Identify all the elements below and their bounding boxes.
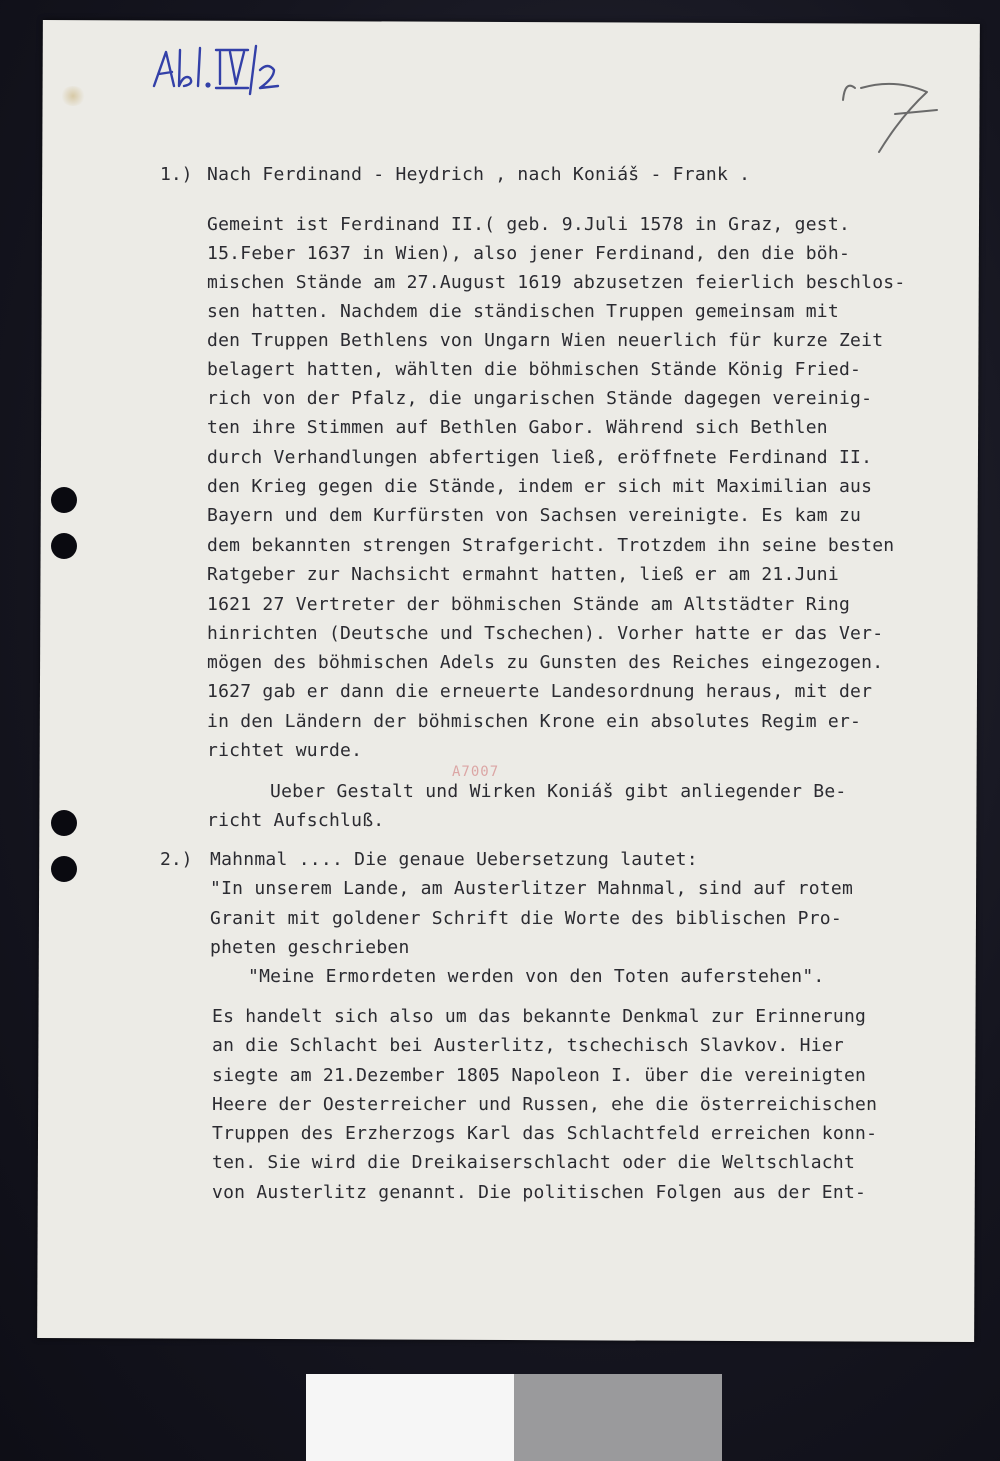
text-line: mischen Stände am 27.August 1619 abzusetzen feierlich beschlos- xyxy=(207,272,906,293)
punch-hole xyxy=(51,810,77,836)
text-line: Es handelt sich also um das bekannte Denkmal zur Erinnerung xyxy=(212,1006,867,1027)
text-line: den Krieg gegen die Stände, indem er sich mit Maximilian aus xyxy=(207,476,873,497)
text-line: an die Schlacht bei Austerlitz, tschechisch Slavkov. Hier xyxy=(212,1035,844,1056)
text-line: Heere der Oesterreicher und Russen, ehe die österreichischen xyxy=(212,1094,878,1115)
text-line: Bayern und dem Kurfürsten von Sachsen vereinigte. Es kam zu xyxy=(207,505,862,526)
punch-hole xyxy=(51,533,77,559)
text-line: Gemeint ist Ferdinand II.( geb. 9.Juli 1578 in Graz, gest. xyxy=(207,214,851,235)
section-heading: Nach Ferdinand - Heydrich , nach Koniáš - Frank . xyxy=(207,164,751,185)
text-line: rich von der Pfalz, die ungarischen Stände dagegen vereinig- xyxy=(207,388,873,409)
stamp-number: A7007 xyxy=(452,764,500,780)
text-line: Ueber Gestalt und Wirken Koniáš gibt anliegender Be- xyxy=(270,781,847,802)
text-line: siegte am 21.Dezember 1805 Napoleon I. über die vereinigten xyxy=(212,1065,867,1086)
text-line: von Austerlitz genannt. Die politischen Folgen aus der Ent- xyxy=(212,1182,867,1203)
section-number: 2.) xyxy=(160,849,193,870)
punch-hole xyxy=(51,487,77,513)
text-line: pheten geschrieben xyxy=(210,937,410,958)
text-line: 1621 27 Vertreter der böhmischen Stände am Altstädter Ring xyxy=(207,594,851,615)
quote-line: "Meine Ermordeten werden von den Toten auferstehen". xyxy=(248,966,825,987)
text-line: Ratgeber zur Nachsicht ermahnt hatten, ließ er am 21.Juni xyxy=(207,564,839,585)
page-number-handwriting xyxy=(835,70,945,160)
color-calibration-gray xyxy=(514,1374,722,1461)
text-line: in den Ländern der böhmischen Krone ein absolutes Regim er- xyxy=(207,711,862,732)
text-line: den Truppen Bethlens von Ungarn Wien neuerlich für kurze Zeit xyxy=(207,330,884,351)
paper-stain xyxy=(60,86,86,106)
punch-hole xyxy=(51,856,77,882)
text-line: sen hatten. Nachdem die ständischen Truppen gemeinsam mit xyxy=(207,301,839,322)
text-line: belagert hatten, wählten die böhmischen Stände König Fried- xyxy=(207,359,862,380)
text-line: Truppen des Erzherzogs Karl das Schlachtfeld erreichen konn- xyxy=(212,1123,878,1144)
text-line: richt Aufschluß. xyxy=(207,810,385,831)
color-calibration-white xyxy=(306,1374,514,1461)
text-line: Mahnmal .... Die genaue Uebersetzung lautet: xyxy=(210,849,698,870)
text-line: hinrichten (Deutsche und Tschechen). Vorher hatte er das Ver- xyxy=(207,623,884,644)
text-line: ten ihre Stimmen auf Bethlen Gabor. Während sich Bethlen xyxy=(207,417,828,438)
text-line: ten. Sie wird die Dreikaiserschlacht oder die Weltschlacht xyxy=(212,1152,856,1173)
text-line: 15.Feber 1637 in Wien), also jener Ferdinand, den die böh- xyxy=(207,243,851,264)
archive-mark-handwriting xyxy=(150,42,290,98)
text-line: mögen des böhmischen Adels zu Gunsten des Reiches eingezogen. xyxy=(207,652,884,673)
section-number: 1.) xyxy=(160,164,193,185)
text-line: Granit mit goldener Schrift die Worte des biblischen Pro- xyxy=(210,908,842,929)
text-line: richtet wurde. xyxy=(207,740,363,761)
text-line: "In unserem Lande, am Austerlitzer Mahnmal, sind auf rotem xyxy=(210,878,854,899)
text-line: dem bekannten strengen Strafgericht. Trotzdem ihn seine besten xyxy=(207,535,895,556)
text-line: 1627 gab er dann die erneuerte Landesordnung heraus, mit der xyxy=(207,681,873,702)
text-line: durch Verhandlungen abfertigen ließ, eröffnete Ferdinand II. xyxy=(207,447,873,468)
